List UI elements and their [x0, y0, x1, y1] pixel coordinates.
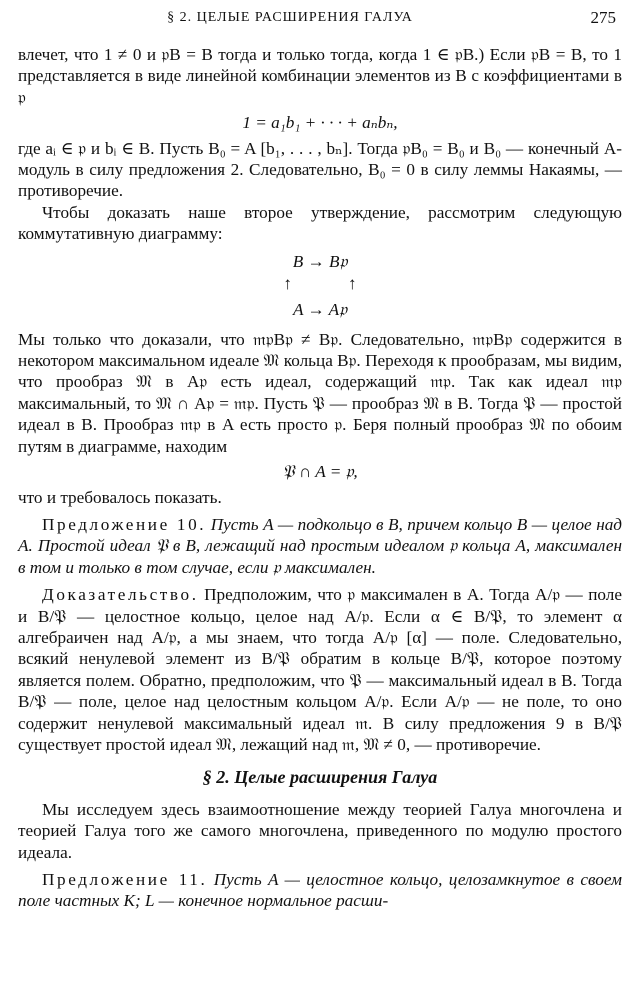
proof-text: Предположим, что 𝔭 максимален в A. Тогда A/𝔭 — поле и B/𝔓 — целостное кольцо, целое над A/𝔭. Если α ∈ B/𝔓, то элемент α алгебраичен над A/𝔭, а мы знаем, что тогда A/𝔭 [α] — поле. Следовательно, всякий ненулевой элемент из B/𝔓 обратим в кольце B/𝔓, которое поэтому является полем. Обратно, предположим, что 𝔓 — максимальный идеал в B. Тогда B/𝔓 — поле, целое над целостным кольцом A/𝔭. Если A/𝔭 — не поле, то оно содержит ненулевой максимальный идеал 𝔪. В силу предложения 9 в B/𝔓 существует простой идеал 𝔐, лежащий над 𝔪, 𝔐 ≠ 0, — противоречие. — [18, 585, 623, 754]
up-arrow-icon: ↑ — [283, 273, 292, 293]
commutative-diagram — [260, 251, 380, 323]
formula-linear-combination: 1 = a₁b₁ + · · · + aₙbₙ, — [242, 113, 398, 133]
page-header — [18, 0, 622, 44]
proposition-11-text: Пусть A — целостное кольцо, целозамкнутое в своем поле частных K; L — конечное нормальное расши- — [18, 870, 622, 911]
proposition-10-text: Пусть A — подкольцо в B, причем кольцо B — целое над A. Простой идеал 𝔓 в B, лежащий над простым идеалом 𝔭 кольца A, максимален в том и только в том случае, если 𝔭 максимален. — [18, 514, 623, 577]
page-body — [18, 44, 622, 912]
paragraph-continuation: влечет, что 1 ≠ 0 и 𝔭B = B тогда и только тогда, когда 1 ∈ 𝔭B.) Если 𝔭B = B, то 1 представляется в виде линейной комбинации элементов из B с коэффициентами в 𝔭 — [18, 45, 622, 107]
paragraph-second-claim: Чтобы доказать наше второе утверждение, рассмотрим следующую коммутативную диаграмму: — [18, 202, 622, 244]
proposition-10 — [18, 514, 622, 578]
diagram-bottom-row: A → A𝔭 — [293, 299, 347, 319]
proposition-11 — [18, 869, 622, 912]
paragraph-qed: что и требовалось показать. — [18, 487, 222, 507]
proof-proposition-10 — [18, 584, 622, 755]
paragraph-nakayama: где aᵢ ∈ 𝔭 и bᵢ ∈ B. Пусть B₀ = A [b₁, . . . , bₙ]. Тогда 𝔭B₀ = B₀ и B₀ — конечный A-модуль в силу предложения 2. Следовательно, B₀ = 0 в силу леммы Накаямы, — противоречие. — [18, 138, 622, 201]
section-title: § 2. Целые расширения Галуа — [202, 767, 438, 788]
proposition-11-label: Предложение 11. — [42, 870, 208, 889]
diagram-vertical-arrows — [260, 273, 380, 295]
paragraph-proof-continuation: Мы только что доказали, что 𝔪𝔭B𝔭 ≠ B𝔭. Следовательно, 𝔪𝔭B𝔭 содержится в некотором максимальном идеале 𝔐 кольца B𝔭. Переходя к прообразам, мы видим, что прообраз 𝔐 в A𝔭 есть идеал, содержащий 𝔪𝔭. Так как идеал 𝔪𝔭 максимальный, то 𝔐 ∩ A𝔭 = 𝔪𝔭. Пусть 𝔓 — прообраз 𝔐 в B. Тогда 𝔓 — простой идеал в B. Прообраз 𝔪𝔭 в A есть просто 𝔭. Беря полный прообраз 𝔐 по обоим путям в диаграмме, находим — [18, 329, 622, 456]
diagram-top-row: B → B𝔭 — [292, 251, 348, 271]
proposition-10-label: Предложение 10. — [42, 514, 207, 534]
book-page — [18, 0, 622, 912]
formula-preimage: 𝔓 ∩ A = 𝔭, — [282, 462, 358, 482]
up-arrow-icon: ↑ — [348, 273, 357, 293]
paragraph-section-intro: Мы исследуем здесь взаимоотношение между теорией Галуа многочлена и теорией Галуа того же самого многочлена, приведенного по модулю простого идеала. — [18, 799, 622, 862]
proof-label: Доказательство. — [42, 585, 199, 605]
page-number: 275 — [590, 8, 616, 27]
running-head: § 2. ЦЕЛЫЕ РАСШИРЕНИЯ ГАЛУА — [167, 10, 413, 25]
